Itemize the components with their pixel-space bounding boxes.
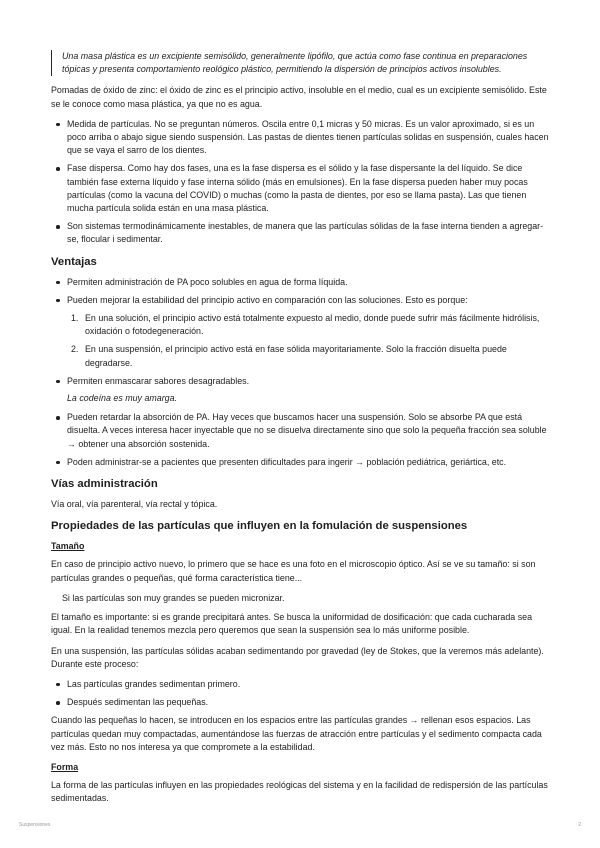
paragraph: Cuando las pequeñas lo hacen, se introducen en los espacios entre las partículas grandes → rellenan esos espacios. Las partículas quedan muy compactadas, aumentándose las fuerzas de atracción entre partículas y el sedimento compacta cada vez más. Esto no nos interesa ya que compromete a la estabilidad.	[51, 715, 542, 752]
footer-label: Suspensiones	[19, 822, 51, 828]
numbered-item	[67, 312, 551, 338]
paragraph: La forma de las partículas influyen en las propiedades reológicas del sistema y en la facilidad de redispersión de las partículas sedimentadas.	[51, 780, 548, 804]
document-page	[51, 50, 551, 813]
intro-paragraph: Pomadas de óxido de zinc: el óxido de zinc es el principio activo, insoluble en el medio, cual es un excipiente semisólido. Este se le conoce como masa plástica, ya que no es agua.	[51, 85, 547, 109]
paragraph: El tamaño es importante: si es grande precipitará antes. Se busca la uniformidad de dosificación: que cada cucharada sea igual. En la realidad tenemos mezcla pero queremos que sean la suspensión sea lo más uniforme posible.	[51, 612, 533, 636]
list-item: Medida de partículas. No se preguntan números. Oscila entre 0,1 micras y 50 micras. Es un valor aproximado, si es un poco arriba o abajo sigue siendo suspensión. Las pastas de dientes tienen partículas solidas en suspensión, cuales hacen que se vaya el sarro de los dientes.	[51, 118, 551, 158]
list-item: Fase dispersa. Como hay dos fases, una es la fase dispersa es el sólido y la fase dispersante la del líquido. Se dice también fase externa líquido y fase interna sólido (más en emulsiones). En la fase dispersa pueden haber muy pocas partículas (como la vacuna del COVID) o muchas (como la pasta de dientes, por eso se llama pasta). Las que tienen mucha partícula solida están en una masa plástica.	[51, 162, 551, 215]
paragraph: En una suspensión, las partículas sólidas acaban sedimentando por gravedad (ley de Stokes, que la veremos más adelante). Durante este proceso:	[51, 645, 544, 669]
list-item: Las partículas grandes sedimentan primero.	[51, 678, 551, 691]
numbered-list	[67, 312, 551, 370]
item-text: En una suspensión, el principio activo está en fase sólida mayoritariamente. Solo la fracción disuelta puede degradarse.	[85, 344, 507, 368]
item-number: 1.	[71, 313, 79, 324]
list-item: Pueden retardar la absorción de PA. Hay veces que buscamos hacer una suspensión. Solo se absorbe PA que está disuelta. A veces interesa hacer inyectable que no se disuelva directamente sino que solo la pequeña fracción sea soluble → obtener una absorción sostenida.	[51, 411, 551, 451]
list-item: Permiten enmascarar sabores desagradables.	[51, 375, 551, 388]
definition-quote: Una masa plástica es un excipiente semisólido, generalmente lipófilo, que actúa como fase continua en preparaciones tópicas y presenta comportamiento reológico plástico, permitiendo la dispersión de principios activos insolubles.	[51, 50, 551, 76]
numbered-item	[67, 343, 551, 369]
vias-paragraph: Vía oral, vía parenteral, vía rectal y tópica.	[51, 499, 218, 510]
indented-text: Si las partículas son muy grandes se pueden micronizar.	[62, 592, 285, 603]
italic-note: La codeína es muy amarga.	[67, 393, 178, 404]
ventajas-list-continued	[51, 411, 551, 469]
list-item: Después sedimentan las pequeñas.	[51, 696, 551, 709]
page-number: 2	[578, 822, 581, 828]
item-text: En una solución, el principio activo está totalmente expuesto al medio, donde puede sufrir más fácilmente hidrólisis, oxidación o fotodegeneración.	[85, 313, 540, 337]
paragraph: En caso de principio activo nuevo, lo primero que se hace es una foto en el microscopio óptico. Así se ve su tamaño: si son partículas grandes o pequeñas, qué forma característica tiene...	[51, 559, 536, 583]
list-item: Permiten administración de PA poco solubles en agua de forma líquida.	[51, 276, 551, 289]
section-heading-vias: Vías administración	[51, 478, 158, 491]
sedimentation-list	[51, 678, 551, 709]
list-item	[51, 294, 551, 370]
list-item-text: Pueden mejorar la estabilidad del principio activo en comparación con las soluciones. Esto es porque:	[67, 294, 468, 305]
ventajas-list	[51, 276, 551, 388]
subheading-tamano: Tamaño	[51, 541, 85, 552]
item-number: 2.	[71, 344, 79, 355]
section-heading-propiedades: Propiedades de las partículas que influyen en la fomulación de suspensiones	[51, 520, 468, 533]
page-footer	[19, 822, 581, 828]
list-item: Poden administrar-se a pacientes que presenten dificultades para ingerir → población pediátrica, geriártica, etc.	[51, 456, 551, 469]
intro-bullet-list	[51, 118, 551, 247]
list-item: Son sistemas termodinámicamente inestables, de manera que las partículas sólidas de la fase interna tienden a agregar-se, flocular i sedimentar.	[51, 220, 551, 246]
subheading-forma: Forma	[51, 761, 79, 772]
section-heading-ventajas: Ventajas	[51, 255, 97, 268]
